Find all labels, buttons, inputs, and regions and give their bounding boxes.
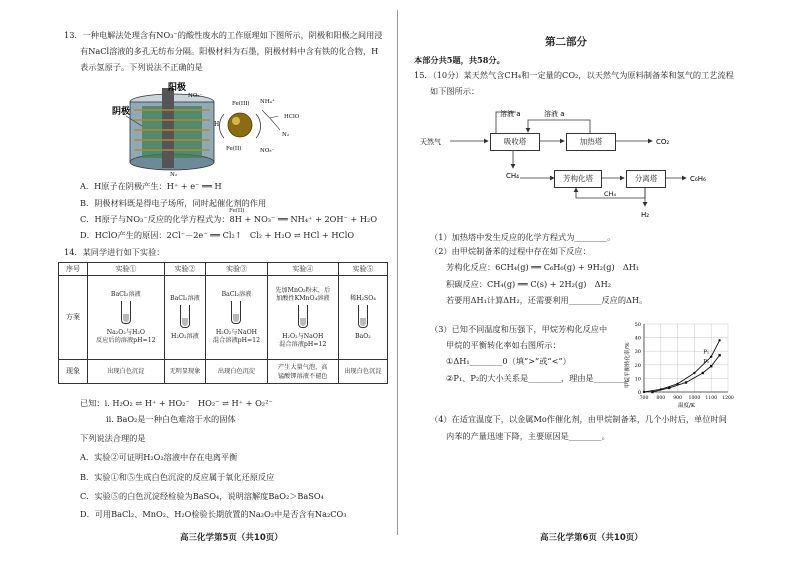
chart-point	[718, 354, 720, 356]
flow-h2: H₂	[641, 211, 650, 219]
chart-y-tick: 20	[634, 362, 641, 369]
flow-box-aromatization: 芳构化塔	[554, 170, 602, 188]
chart-series-label: P₂	[703, 359, 710, 366]
q13-line-3: 表示氢原子。下列说法不正确的是	[80, 62, 203, 72]
anode-label: 阳极	[168, 83, 187, 93]
flow-c6h6: C₆H₆	[690, 175, 706, 183]
chart-point	[710, 365, 712, 367]
test-tube-icon	[231, 301, 241, 324]
solution-label: H₂O₂溶液	[171, 332, 199, 340]
chart-point	[668, 387, 670, 389]
q13-option-c: C．H原子与NO₃⁻反应的化学方程式为：8H + NO₃⁻ ══ NH₄⁺ + 2OH⁻ + H₂O	[80, 214, 378, 224]
table-header: 实验①	[88, 263, 165, 276]
left-page-footer: 高三化学第5页（共10页）	[180, 533, 283, 543]
chart-x-tick: 800	[656, 396, 666, 401]
flow-ch4-recycle: CH₄	[604, 190, 617, 198]
solution-label: BaO₂	[355, 332, 371, 340]
chart-point	[643, 391, 645, 393]
reagent-label: BaCl₂溶液	[110, 290, 141, 298]
q15-part-1: （1）加热塔中发生反应的化学方程式为________。	[430, 232, 616, 242]
chart-point	[693, 372, 695, 374]
q15-part-4a: （4）在适宜温度下，以金属Mo作催化剂，由甲烷制备苯，几个小时后，单位时间	[430, 414, 727, 424]
table-cell: 出现白色沉淀	[206, 360, 267, 384]
table-header: 实验②	[164, 263, 206, 276]
flow-solution-a-right: 溶液 a	[544, 110, 565, 118]
fig-n2-label: N₂	[170, 172, 178, 178]
q13-line-2: 有NaCl溶液的多孔无纺布分隔。阳极材料为石墨，阴极材料中含有铁的化合物，H	[80, 46, 379, 56]
q15-part-3c: ①ΔH₁________0（填“>”或“<”）	[446, 356, 571, 366]
q15-part-3b: 甲烷的平衡转化率如右图所示：	[446, 340, 561, 350]
flow-box-separator: 分离塔	[626, 170, 666, 188]
chart-y-label: 甲烷平衡转化率/%	[625, 342, 631, 388]
flow-ch4: CH₄	[506, 172, 519, 180]
q13-option-c-catalyst: Fe(II)	[229, 208, 245, 214]
chart-point	[718, 339, 720, 341]
fig-no3b-label: NO₃⁻	[260, 148, 275, 154]
q15-part-2: （2）由甲烷制备苯的过程中存在如下反应：	[430, 246, 591, 256]
electrolysis-figure	[112, 80, 332, 178]
q13-option-a: A．H原子在阴极产生：H⁺ + e⁻ ══ H	[80, 181, 222, 191]
reagent-label: 先加MnO₂粉末，后 加酸性KMnO₄溶液	[275, 286, 331, 302]
page-divider	[397, 10, 398, 535]
reagent-label: BaCl₂溶液	[170, 294, 200, 302]
q15-part-4b: 内苯的产量迅速下降，主要原因是________。	[446, 431, 610, 441]
fig-h-label: H	[214, 121, 220, 128]
fig-n2b-label: N₂	[282, 132, 290, 138]
flow-co2: CO₂	[656, 138, 670, 146]
q15-line-2: 如下图所示：	[430, 86, 480, 96]
q15-line-1: 15．（10分）某天然气含CH₄和一定量的CO₂，以天然气为原料制备苯和氢气的工艺流程	[414, 70, 734, 80]
chart-y-tick: 30	[634, 349, 641, 356]
process-flow-diagram	[420, 100, 720, 220]
flow-box-absorber: 吸收塔	[490, 133, 540, 151]
chart-x-tick: 1200	[722, 396, 734, 401]
table-cell: 产生大量气泡，高 锰酸钾溶液不褪色	[267, 360, 338, 384]
q14-stem: 14．某同学进行如下实验：	[64, 247, 165, 257]
fig-fe3-label: Fe(III)	[232, 101, 250, 107]
table-cell: 出现白色沉淀	[338, 360, 387, 384]
table-cell	[88, 276, 165, 360]
table-cell	[206, 276, 267, 360]
test-tube-icon	[180, 305, 190, 328]
test-tube-icon	[121, 301, 131, 324]
table-cell	[267, 276, 338, 360]
q13-option-d: D．HClO产生的原因：2Cl⁻－2e⁻ ══ Cl₂↑ Cl₂ + H₂O ⇌ HCl + HClO	[80, 230, 355, 240]
conversion-chart	[622, 318, 734, 408]
chart-point	[651, 391, 653, 393]
q14-known-2: ii. BaO₂是一种白色难溶于水的固体	[106, 414, 236, 424]
chart-x-tick: 1000	[688, 396, 701, 401]
q14-option-a: A．实验②可证明H₂O₂溶液中存在电离平衡	[80, 452, 238, 462]
q13-option-b: B．阴极材料既是得电子场所，同时起催化剂的作用	[80, 198, 267, 208]
fig-nh4-label: NH₄⁺	[260, 99, 275, 105]
chart-y-tick: 50	[634, 322, 641, 328]
q15-part-3: （3）已知不同温度和压强下，甲烷芳构化反应中	[430, 324, 608, 334]
table-header: 实验③	[206, 263, 267, 276]
reagent-label: 稀H₂SO₄	[349, 294, 376, 302]
q14-option-d: D．可用BaCl₂、MnO₂、H₂O检验长期放置的Na₂O₂中是否含有Na₂CO₃	[80, 509, 347, 519]
q13-line-1: 13．一种电解法处理含有NO₃⁻的酸性废水的工作原理如下图所示，阴极和阳极之间用浸	[64, 30, 383, 40]
q14-known-1: 已知：i. H₂O₂ ⇌ H⁺ + HO₂⁻ HO₂⁻ ⇌ H⁺ + O₂²⁻	[80, 398, 273, 408]
chart-point	[710, 355, 712, 357]
q14-option-c: C．实验⑤的白色沉淀经检验为BaSO₄，说明溶解度BaO₂＞BaSO₄	[80, 491, 324, 501]
q14-option-b: B．实验①和⑤生成白色沉淀的反应属于氧化还原反应	[80, 472, 275, 482]
row-label-scheme: 方案	[59, 276, 88, 360]
chart-x-tick: 700	[639, 396, 649, 401]
fig-fe2-label: Fe(II)	[226, 146, 242, 152]
q15-part-3d: ②P₁、P₂的大小关系是________，理由是________。	[446, 373, 635, 383]
q15-part-2c: 若要用ΔH₁计算ΔH₂，还需要利用________反应的ΔH。	[446, 295, 648, 305]
table-cell: 无明显现象	[164, 360, 206, 384]
flow-solution-a-left: 溶液 a	[500, 110, 521, 118]
chart-series-label: P₁	[703, 349, 710, 356]
chart-point	[685, 381, 687, 383]
anode-rod	[162, 88, 174, 168]
chart-point	[702, 372, 704, 374]
chart-y-tick: 40	[634, 335, 641, 342]
part-title: 第二部分	[545, 36, 587, 48]
table-cell	[164, 276, 206, 360]
table-header: 实验⑤	[338, 263, 387, 276]
catalyst-particle	[228, 113, 252, 137]
cathode-label: 阴极	[112, 107, 131, 117]
q15-part-2b: 积碳反应：CH₄(g) ══ C(s) + 2H₂(g) ΔH₂	[446, 279, 612, 289]
chart-y-tick: 0	[637, 390, 641, 396]
fig-hclo-label: HClO	[284, 114, 300, 120]
experiment-table	[58, 262, 388, 384]
part-note: 本部分共5题，共58分。	[414, 55, 505, 65]
chart-x-tick: 900	[673, 396, 682, 401]
solution-label: H₂O₂与NaOH 混合溶液pH=12	[279, 332, 327, 348]
table-header: 序号	[59, 263, 88, 276]
test-tube-icon	[358, 305, 368, 328]
table-header: 实验④	[267, 263, 338, 276]
chart-x-tick: 1100	[705, 396, 718, 401]
q14-ask: 下列说法合理的是	[80, 433, 146, 443]
q15-part-2a: 芳构化反应：6CH₄(g) ══ C₆H₆(g) + 9H₂(g) ΔH₁	[446, 262, 640, 272]
solution-label: H₂O₂与NaOH 混合溶液pH=12	[212, 328, 261, 344]
table-cell	[338, 276, 387, 360]
flow-box-heater: 加热塔	[566, 133, 616, 151]
right-page-footer: 高三化学第6页（共10页）	[540, 533, 643, 543]
chart-series-line	[652, 355, 719, 392]
fig-no3-label: NO₃⁻	[188, 93, 203, 99]
chart-x-label: 温度/K	[678, 403, 695, 408]
solution-label: Na₂O₂与H₂O 反应后的溶液pH=12	[96, 328, 156, 344]
flow-natural-gas: 天然气	[420, 138, 441, 146]
reagent-label: BaCl₂溶液	[221, 290, 252, 298]
test-tube-icon	[298, 305, 308, 328]
chart-y-tick: 10	[634, 376, 641, 383]
row-label-phenomenon: 现象	[59, 360, 88, 384]
table-cell: 出现白色沉淀	[88, 360, 165, 384]
